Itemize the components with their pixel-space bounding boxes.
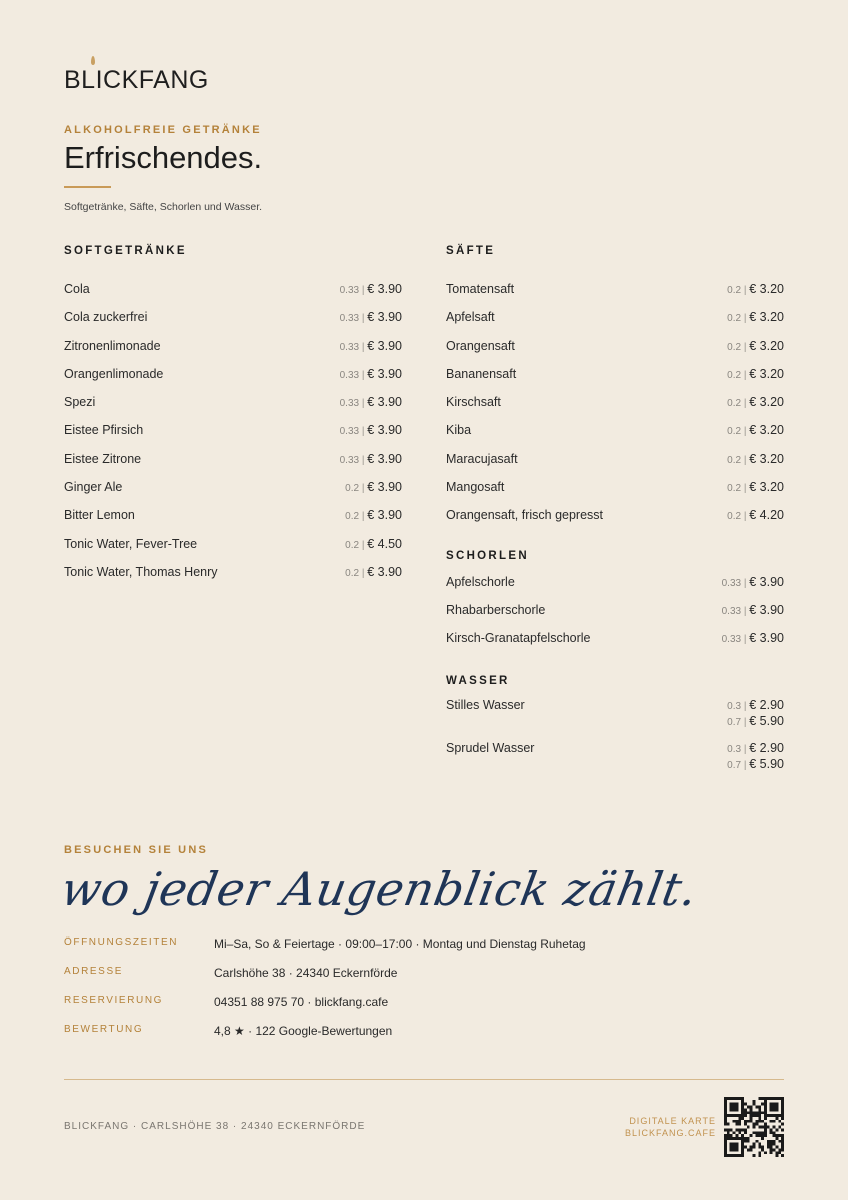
size-label: 0.2 bbox=[727, 313, 742, 325]
menu-item bbox=[446, 696, 784, 739]
flame-icon bbox=[91, 56, 95, 65]
page-subtitle: Softgetränke, Säfte, Schorlen und Wasser. bbox=[64, 201, 263, 213]
menu-item bbox=[446, 308, 784, 336]
price-amount: € 3.20 bbox=[749, 338, 784, 353]
price-line bbox=[727, 421, 784, 437]
price-separator: | bbox=[359, 567, 368, 579]
menu-item-name: Tomatensaft bbox=[446, 282, 515, 296]
price-line bbox=[340, 365, 402, 381]
menu-item-prices bbox=[727, 450, 784, 466]
menu-item bbox=[64, 393, 402, 421]
price-line bbox=[345, 535, 402, 551]
size-label: 0.2 bbox=[727, 369, 742, 381]
footer-digital-label: DIGITALE KARTE bbox=[629, 1116, 716, 1126]
info-label: ÖFFNUNGSZEITEN bbox=[64, 937, 179, 948]
menu-item bbox=[64, 365, 402, 393]
menu-item-prices bbox=[727, 739, 784, 771]
size-label: 0.2 bbox=[345, 539, 360, 551]
price-separator: | bbox=[741, 743, 750, 755]
menu-item-name: Orangenlimonade bbox=[64, 366, 164, 381]
info-label: ADRESSE bbox=[64, 966, 123, 977]
menu-item-name: Rhabarberschorle bbox=[446, 602, 546, 617]
price-amount: € 2.90 bbox=[749, 740, 784, 755]
price-separator: | bbox=[741, 313, 750, 325]
softdrinks-list bbox=[64, 280, 402, 591]
menu-item-name: Kirschsaft bbox=[446, 395, 501, 410]
menu-item-prices bbox=[727, 506, 784, 522]
menu-item bbox=[64, 563, 402, 591]
section-heading-juices: SÄFTE bbox=[446, 245, 496, 257]
price-amount: € 3.90 bbox=[367, 282, 402, 296]
price-line bbox=[727, 393, 784, 409]
price-separator: | bbox=[741, 759, 750, 771]
size-label: 0.33 bbox=[339, 341, 360, 353]
price-separator: | bbox=[359, 539, 368, 551]
price-amount: € 4.20 bbox=[749, 508, 784, 523]
menu-item bbox=[446, 421, 784, 449]
menu-item-name: Sprudel Wasser bbox=[446, 740, 535, 755]
menu-item-name: Kiba bbox=[446, 423, 472, 438]
size-label: 0.3 bbox=[727, 743, 742, 755]
price-separator: | bbox=[741, 634, 750, 646]
price-amount: € 3.20 bbox=[749, 282, 784, 296]
visit-eyebrow: BESUCHEN SIE UNS bbox=[64, 844, 208, 856]
price-amount: € 4.50 bbox=[367, 536, 402, 551]
price-separator: | bbox=[741, 483, 750, 495]
footer-divider bbox=[64, 1079, 784, 1080]
size-label: 0.33 bbox=[339, 398, 360, 410]
menu-item-prices bbox=[722, 573, 784, 589]
price-line bbox=[722, 573, 784, 589]
menu-item-name: Maracujasaft bbox=[446, 451, 518, 466]
menu-item-prices bbox=[727, 280, 784, 296]
menu-item-name: Ginger Ale bbox=[64, 480, 123, 495]
menu-item-prices bbox=[345, 506, 402, 522]
price-amount: € 3.90 bbox=[367, 395, 402, 410]
section-heading-softdrinks: SOFTGETRÄNKE bbox=[64, 245, 187, 257]
price-separator: | bbox=[741, 369, 750, 381]
price-line bbox=[727, 755, 784, 771]
price-line bbox=[727, 739, 784, 755]
price-separator: | bbox=[359, 341, 368, 353]
price-line bbox=[340, 393, 402, 409]
price-line bbox=[345, 478, 402, 494]
water-list bbox=[446, 696, 784, 782]
menu-item bbox=[446, 573, 784, 601]
size-label: 0.33 bbox=[339, 285, 360, 296]
price-line bbox=[727, 365, 784, 381]
menu-item-name: Bitter Lemon bbox=[64, 508, 135, 523]
size-label: 0.33 bbox=[339, 369, 360, 381]
price-separator: | bbox=[741, 716, 750, 728]
price-amount: € 3.90 bbox=[749, 631, 784, 646]
price-line bbox=[727, 337, 784, 353]
price-amount: € 3.90 bbox=[367, 451, 402, 466]
info-value: Mi–Sa, So & Feiertage · 09:00–17:00 · Montag und Dienstag Ruhetag bbox=[214, 937, 586, 951]
price-line bbox=[340, 421, 402, 437]
size-label: 0.2 bbox=[345, 483, 360, 495]
title-divider bbox=[64, 186, 111, 188]
menu-item bbox=[446, 280, 784, 308]
price-amount: € 3.20 bbox=[749, 366, 784, 381]
size-label: 0.2 bbox=[727, 285, 742, 296]
menu-item bbox=[64, 535, 402, 563]
menu-item-name: Kirsch-Granatapfelschorle bbox=[446, 631, 591, 646]
price-amount: € 3.20 bbox=[749, 480, 784, 495]
menu-item bbox=[446, 337, 784, 365]
menu-item-prices bbox=[727, 696, 784, 728]
info-value: Carlshöhe 38 · 24340 Eckernförde bbox=[214, 966, 398, 980]
price-line bbox=[340, 308, 402, 324]
size-label: 0.33 bbox=[339, 454, 360, 466]
price-amount: € 3.90 bbox=[749, 574, 784, 589]
price-line bbox=[727, 308, 784, 324]
menu-item-prices bbox=[340, 421, 402, 437]
page-title: Erfrischendes. bbox=[64, 140, 263, 175]
price-amount: € 3.90 bbox=[749, 602, 784, 617]
price-separator: | bbox=[741, 605, 750, 617]
menu-item-name: Orangensaft, frisch gepresst bbox=[446, 508, 604, 523]
price-separator: | bbox=[741, 577, 750, 589]
size-label: 0.2 bbox=[727, 511, 742, 523]
menu-item bbox=[446, 393, 784, 421]
price-line bbox=[727, 506, 784, 522]
price-separator: | bbox=[741, 511, 750, 523]
price-amount: € 3.20 bbox=[749, 395, 784, 410]
tagline-script: wo jeder Augenblick zählt. bbox=[57, 862, 702, 916]
price-amount: € 3.90 bbox=[367, 564, 402, 579]
price-separator: | bbox=[741, 426, 750, 438]
price-separator: | bbox=[359, 511, 368, 523]
price-separator: | bbox=[741, 454, 750, 466]
price-amount: € 3.20 bbox=[749, 423, 784, 438]
size-label: 0.2 bbox=[727, 426, 742, 438]
menu-item bbox=[446, 365, 784, 393]
price-separator: | bbox=[359, 454, 368, 466]
brand-logo bbox=[64, 66, 209, 95]
price-line bbox=[727, 712, 784, 728]
size-label: 0.7 bbox=[727, 716, 742, 728]
menu-item-name: Tonic Water, Fever-Tree bbox=[64, 536, 198, 551]
menu-item bbox=[64, 478, 402, 506]
price-amount: € 3.90 bbox=[367, 480, 402, 495]
price-line bbox=[345, 563, 402, 579]
size-label: 0.2 bbox=[727, 454, 742, 466]
price-amount: € 3.90 bbox=[367, 508, 402, 523]
size-label: 0.2 bbox=[345, 567, 360, 579]
price-amount: € 2.90 bbox=[749, 697, 784, 712]
menu-item-prices bbox=[727, 337, 784, 353]
menu-item-prices bbox=[345, 535, 402, 551]
juices-list bbox=[446, 280, 784, 535]
price-amount: € 5.90 bbox=[749, 756, 784, 771]
price-amount: € 5.90 bbox=[749, 713, 784, 728]
qr-code-icon[interactable] bbox=[724, 1097, 784, 1157]
price-separator: | bbox=[741, 398, 750, 410]
price-line bbox=[727, 450, 784, 466]
menu-item-name: Apfelsaft bbox=[446, 310, 495, 325]
footer-address: BLICKFANG · CARLSHÖHE 38 · 24340 ECKERNFÖRDE bbox=[64, 1121, 366, 1132]
menu-item bbox=[64, 421, 402, 449]
menu-item-prices bbox=[340, 337, 402, 353]
size-label: 0.3 bbox=[727, 700, 742, 712]
menu-item-name: Bananensaft bbox=[446, 366, 517, 381]
brand-logo-text: BLICKFANG bbox=[64, 66, 209, 94]
juices-column bbox=[446, 242, 784, 782]
menu-item-name: Orangensaft bbox=[446, 338, 515, 353]
price-line bbox=[727, 280, 784, 296]
menu-item-prices bbox=[722, 629, 784, 645]
price-line bbox=[340, 450, 402, 466]
price-amount: € 3.20 bbox=[749, 451, 784, 466]
menu-item bbox=[446, 506, 784, 534]
price-separator: | bbox=[359, 369, 368, 381]
menu-item bbox=[64, 450, 402, 478]
menu-item bbox=[64, 280, 402, 308]
size-label: 0.2 bbox=[727, 483, 742, 495]
price-line bbox=[727, 478, 784, 494]
info-label: BEWERTUNG bbox=[64, 1024, 144, 1035]
menu-item-name: Apfelschorle bbox=[446, 574, 515, 589]
price-amount: € 3.90 bbox=[367, 423, 402, 438]
menu-item-prices bbox=[340, 393, 402, 409]
price-separator: | bbox=[741, 285, 750, 296]
menu-item-name: Cola bbox=[64, 282, 90, 296]
price-separator: | bbox=[359, 398, 368, 410]
size-label: 0.2 bbox=[727, 398, 742, 410]
size-label: 0.33 bbox=[339, 313, 360, 325]
menu-item-name: Cola zuckerfrei bbox=[64, 310, 148, 325]
menu-item-name: Mangosaft bbox=[446, 480, 505, 495]
menu-item bbox=[446, 450, 784, 478]
price-amount: € 3.90 bbox=[367, 338, 402, 353]
price-separator: | bbox=[359, 426, 368, 438]
menu-item-name: Tonic Water, Thomas Henry bbox=[64, 564, 218, 579]
size-label: 0.33 bbox=[721, 634, 742, 646]
size-label: 0.33 bbox=[721, 577, 742, 589]
price-line bbox=[722, 601, 784, 617]
menu-item bbox=[64, 337, 402, 365]
price-line bbox=[727, 696, 784, 712]
size-label: 0.2 bbox=[345, 511, 360, 523]
price-separator: | bbox=[359, 483, 368, 495]
menu-item-prices bbox=[727, 393, 784, 409]
softdrinks-column bbox=[64, 242, 402, 591]
menu-item-prices bbox=[727, 478, 784, 494]
menu-item-name: Spezi bbox=[64, 395, 96, 410]
footer-digital-url: BLICKFANG.CAFE bbox=[624, 1128, 716, 1138]
price-amount: € 3.90 bbox=[367, 310, 402, 325]
menu-item bbox=[446, 739, 784, 782]
menu-item bbox=[64, 506, 402, 534]
menu-item-prices bbox=[345, 478, 402, 494]
menu-item-name: Stilles Wasser bbox=[446, 697, 525, 712]
menu-item bbox=[64, 308, 402, 336]
section-eyebrow: ALKOHOLFREIE GETRÄNKE bbox=[64, 124, 262, 136]
menu-item-prices bbox=[345, 563, 402, 579]
price-line bbox=[345, 506, 402, 522]
section-heading-water: WASSER bbox=[446, 674, 510, 687]
price-amount: € 3.20 bbox=[749, 310, 784, 325]
price-separator: | bbox=[359, 313, 368, 325]
size-label: 0.33 bbox=[339, 426, 360, 438]
section-heading-schorlen: SCHORLEN bbox=[446, 549, 529, 562]
size-label: 0.2 bbox=[727, 341, 742, 353]
menu-item-name: Eistee Zitrone bbox=[64, 451, 142, 466]
menu-item-name: Zitronenlimonade bbox=[64, 338, 161, 353]
price-amount: € 3.90 bbox=[367, 366, 402, 381]
menu-item-prices bbox=[340, 365, 402, 381]
menu-item bbox=[446, 601, 784, 629]
price-line bbox=[722, 629, 784, 645]
menu-item-prices bbox=[727, 421, 784, 437]
menu-item-prices bbox=[340, 308, 402, 324]
schorlen-list bbox=[446, 573, 784, 658]
info-label: RESERVIERUNG bbox=[64, 995, 164, 1006]
price-separator: | bbox=[741, 341, 750, 353]
menu-item-prices bbox=[722, 601, 784, 617]
size-label: 0.7 bbox=[727, 759, 742, 771]
price-separator: | bbox=[741, 700, 750, 712]
size-label: 0.33 bbox=[721, 605, 742, 617]
info-value: 4,8 ★ · 122 Google-Bewertungen bbox=[214, 1024, 393, 1038]
footer-digital-menu bbox=[625, 1115, 716, 1139]
menu-item-name: Eistee Pfirsich bbox=[64, 423, 144, 438]
info-value: 04351 88 975 70 · blickfang.cafe bbox=[214, 995, 389, 1009]
price-line bbox=[340, 280, 402, 296]
menu-item bbox=[446, 629, 784, 657]
price-separator: | bbox=[359, 285, 368, 296]
menu-item-prices bbox=[727, 365, 784, 381]
menu-item-prices bbox=[727, 308, 784, 324]
menu-item bbox=[446, 478, 784, 506]
price-line bbox=[340, 337, 402, 353]
menu-item-prices bbox=[340, 450, 402, 466]
menu-item-prices bbox=[340, 280, 402, 296]
